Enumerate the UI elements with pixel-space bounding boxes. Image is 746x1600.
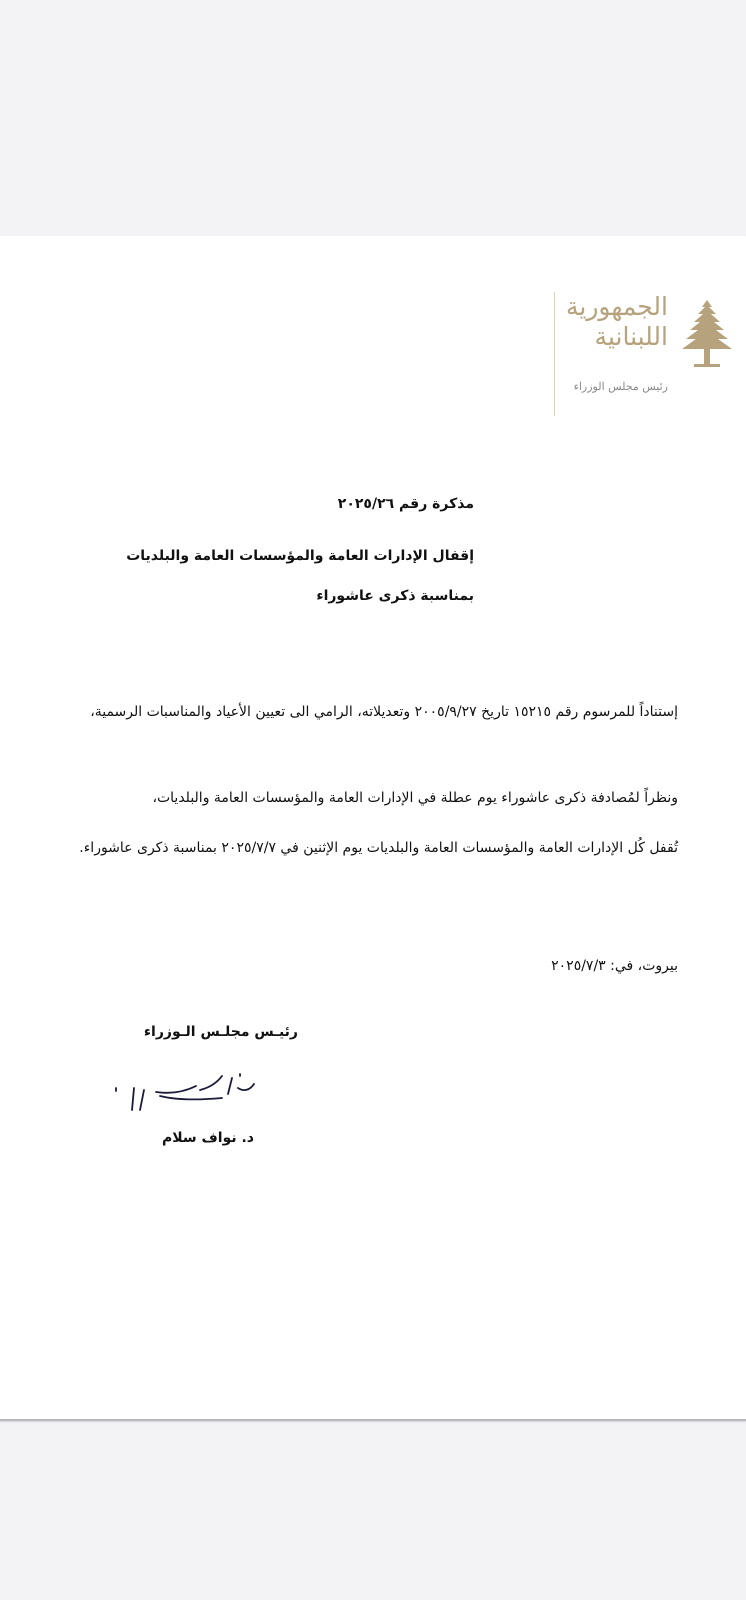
place-and-date: بيروت، في: ٢٠٢٥/٧/٣ [551, 958, 678, 974]
signatory-title: رئيـس مجلـس الـوزراء [143, 1024, 298, 1040]
paragraph-closure-decision: تُقفل كُل الإدارات العامة والمؤسسات العامة والبلديات يوم الإثنين في ٢٠٢٥/٧/٧ بمناسبة ذكرى عاشوراء. [79, 840, 678, 856]
republic-name: الجمهورية اللبنانية [565, 292, 668, 351]
memo-page [0, 236, 746, 1421]
memo-number: مذكرة رقم ٢٠٢٥/٢٦ [337, 496, 474, 512]
paragraph-coincidence: ونظراً لمُصادفة ذكرى عاشوراء يوم عطلة في الإدارات العامة والمؤسسات العامة والبلديات، [152, 790, 678, 806]
paragraph-decree-reference: إستناداً للمرسوم رقم ١٥٢١٥ تاريخ ٢٠٠٥/٩/٢٧ وتعديلاته، الرامي الى تعيين الأعياد والمناسبات الرسمية، [90, 704, 678, 720]
signatory-name: د. نواف سلام [161, 1130, 254, 1146]
letterhead-divider [554, 292, 555, 416]
handwritten-signature [104, 1070, 264, 1130]
letterhead [554, 292, 740, 416]
memo-title-line-2: بمناسبة ذكرى عاشوراء [316, 588, 474, 604]
office-name: رئيس مجلس الوزراء [573, 380, 668, 393]
memo-title-line-1: إقفال الإدارات العامة والمؤسسات العامة والبلديات [126, 548, 474, 564]
cedar-emblem-icon [676, 298, 738, 370]
